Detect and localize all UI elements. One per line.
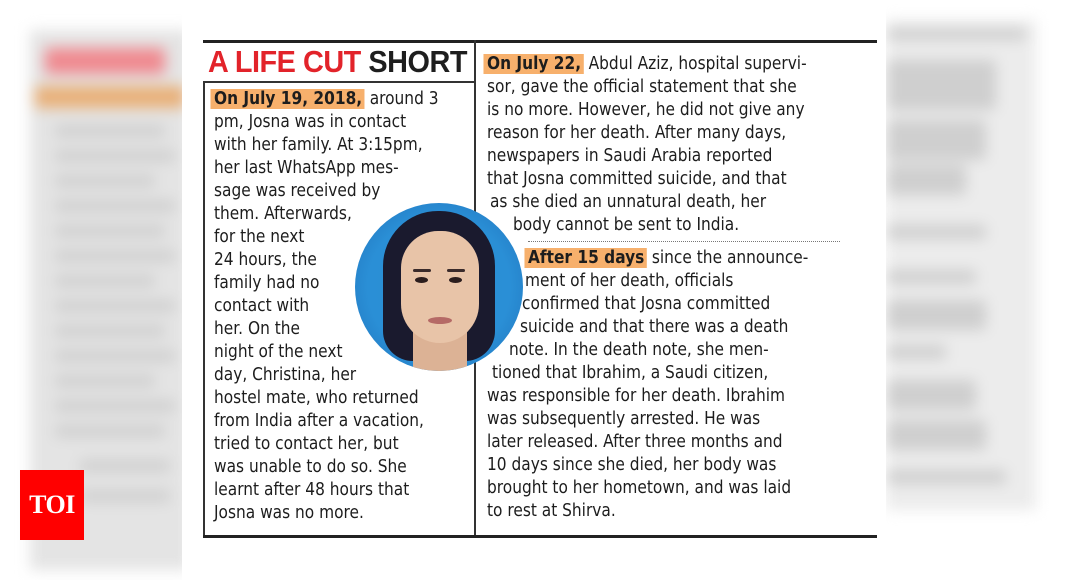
left-line: from India after a vacation, xyxy=(214,411,424,431)
left-line: with her family. At 3:15pm, xyxy=(214,135,423,155)
right-line: sor, gave the official statement that she xyxy=(487,77,797,97)
left-line: family had no xyxy=(214,273,320,293)
toi-logo: TOI xyxy=(20,470,84,540)
right-line: 10 days since she died, her body was xyxy=(487,455,777,475)
right-line: that Josna committed suicide, and that xyxy=(487,169,787,189)
left-line-0: On July 19, 2018, around 3 xyxy=(214,88,439,111)
right-line: tioned that Ibrahim, a Saudi citizen, xyxy=(492,363,769,383)
right-line: body cannot be sent to India. xyxy=(513,215,740,235)
left-line: night of the next xyxy=(214,342,343,362)
left-line: for the next xyxy=(214,227,305,247)
right-line-0: On July 22, Abdul Aziz, hospital supervi- xyxy=(487,53,807,76)
right-line: newspapers in Saudi Arabia reported xyxy=(487,146,773,166)
left-line: pm, Josna was in contact xyxy=(214,112,407,132)
headline-part-dark: SHORT xyxy=(368,44,467,79)
date-highlight: After 15 days xyxy=(524,248,646,268)
date-highlight: On July 19, 2018, xyxy=(210,89,364,109)
right-line: was subsequently arrested. He was xyxy=(487,409,761,429)
right-line: later released. After three months and xyxy=(487,432,783,452)
bottom-rule xyxy=(203,535,877,538)
right-line: brought to her hometown, and was laid xyxy=(487,478,792,498)
right-line: confirmed that Josna committed xyxy=(522,294,771,314)
right-line: as she died an unnatural death, her xyxy=(490,192,767,212)
left-line: her. On the xyxy=(214,319,301,339)
right-line-para2-0: After 15 days since the announce- xyxy=(528,247,808,270)
right-line: is no more. However, he did not give any xyxy=(487,100,805,120)
right-line: note. In the death note, she men- xyxy=(509,340,769,360)
dotted-separator xyxy=(528,241,840,242)
left-line: 24 hours, the xyxy=(214,250,317,270)
left-line: hostel mate, who returned xyxy=(214,388,419,408)
right-line: was responsible for her death. Ibrahim xyxy=(487,386,786,406)
date-highlight: On July 22, xyxy=(483,54,583,74)
left-line: day, Christina, her xyxy=(214,365,357,385)
right-line: suicide and that there was a death xyxy=(520,317,789,337)
headline xyxy=(208,43,467,81)
blurred-right-margin xyxy=(886,0,1068,580)
left-line: tried to contact her, but xyxy=(214,434,399,454)
left-line: Josna was no more. xyxy=(214,503,364,523)
left-line: contact with xyxy=(214,296,310,316)
left-line: learnt after 48 hours that xyxy=(214,480,410,500)
left-line: her last WhatsApp mes- xyxy=(214,158,399,178)
right-line: reason for her death. After many days, xyxy=(487,123,787,143)
headline-part-red: A LIFE CUT xyxy=(208,44,361,79)
left-line: them. Afterwards, xyxy=(214,204,352,224)
newspaper-clipping xyxy=(182,0,886,580)
right-line: to rest at Shirva. xyxy=(487,501,616,521)
portrait-photo xyxy=(355,203,523,371)
right-line: ment of her death, officials xyxy=(525,271,734,291)
left-line: sage was received by xyxy=(214,181,381,201)
left-line: was unable to do so. She xyxy=(214,457,407,477)
